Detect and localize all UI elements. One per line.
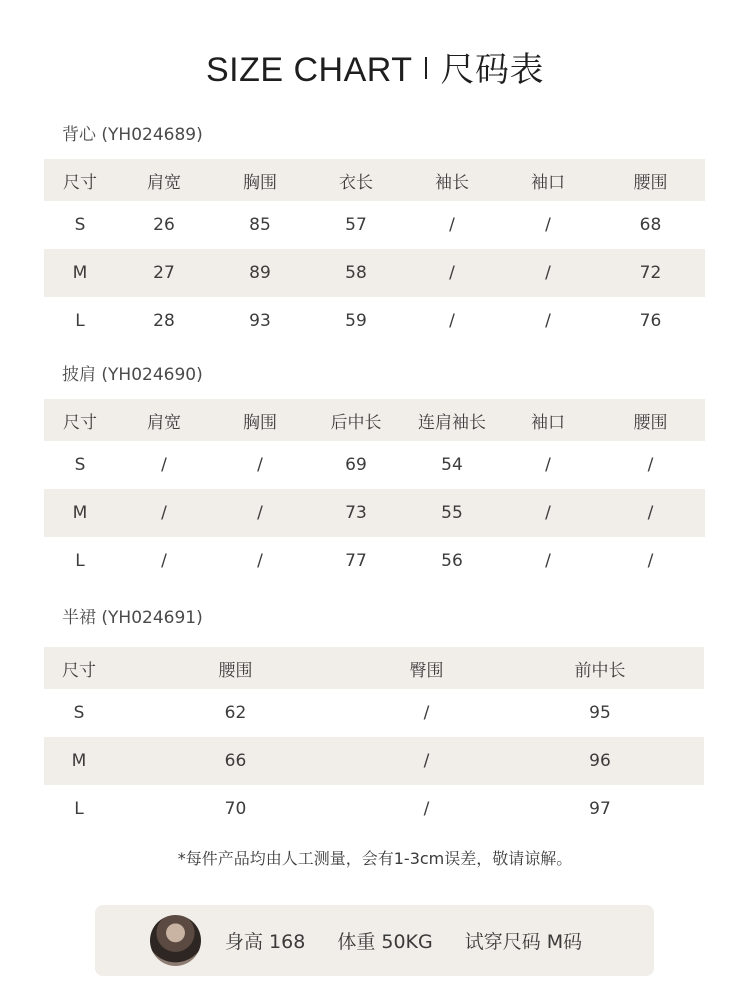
table-cell: 66	[114, 737, 357, 785]
model-height: 身高 168	[225, 931, 306, 953]
table-cell: /	[423, 799, 430, 819]
section-label-shawl: 披肩 (YH024690)	[62, 365, 203, 385]
table-cell: L	[75, 551, 85, 571]
header-cell: 袖口	[500, 159, 596, 201]
table-cell: /	[423, 703, 430, 723]
table-cell: /	[500, 249, 596, 297]
table-cell: /	[596, 489, 705, 537]
table-row	[44, 201, 705, 249]
table-cell: /	[212, 489, 308, 537]
table-cell: /	[449, 311, 455, 331]
table-cell: 89	[212, 249, 308, 297]
header-cell: 尺寸	[44, 159, 116, 201]
table-cell: /	[545, 311, 551, 331]
table-cell: /	[500, 489, 596, 537]
table-cell: /	[161, 455, 167, 475]
header-cell: 腰围	[596, 159, 705, 201]
table-cell: 97	[589, 799, 611, 819]
header-cell: 袖口	[500, 399, 596, 441]
table-cell: 28	[153, 311, 175, 331]
table-cell: 62	[224, 703, 247, 723]
title-english: SIZE CHART	[205, 51, 413, 89]
model-info-card	[95, 905, 654, 976]
table-header-row	[44, 159, 705, 201]
section-label-skirt: 半裙 (YH024691)	[62, 608, 203, 628]
table-cell: 76	[639, 311, 662, 331]
table-cell: 56	[441, 551, 463, 571]
table-cell: /	[161, 551, 167, 571]
table-cell: 95	[589, 703, 611, 723]
table-cell: 96	[496, 737, 704, 785]
table-cell: /	[449, 215, 455, 235]
table-cell: 73	[308, 489, 404, 537]
model-stats	[225, 905, 614, 976]
header-cell: 臀围	[357, 647, 496, 689]
table-cell: 72	[596, 249, 705, 297]
table-cell: 57	[345, 215, 367, 235]
header-cell: 连肩袖长	[404, 399, 500, 441]
table-cell: /	[647, 551, 654, 571]
header-cell: 腰围	[596, 399, 705, 441]
header-cell: 腰围	[114, 647, 357, 689]
table-cell: 85	[249, 215, 271, 235]
header-cell: 衣长	[308, 159, 404, 201]
table-cell: S	[74, 455, 86, 475]
table-cell: 26	[153, 215, 175, 235]
header-cell: 后中长	[308, 399, 404, 441]
table-cell: /	[116, 489, 212, 537]
size-table-vest	[44, 159, 705, 345]
table-row	[44, 489, 705, 537]
table-cell: M	[44, 737, 114, 785]
table-row	[44, 537, 705, 585]
table-cell: M	[44, 249, 116, 297]
table-row	[44, 441, 705, 489]
header-cell: 尺寸	[44, 647, 114, 689]
table-cell: /	[404, 249, 500, 297]
table-row	[44, 249, 705, 297]
measurement-note: *每件产品均由人工测量，会有1-3cm误差，敬请谅解。	[177, 849, 573, 868]
table-cell: 69	[345, 455, 367, 475]
table-header-row	[44, 647, 704, 689]
table-row	[44, 689, 704, 737]
table-cell: /	[257, 551, 263, 571]
table-cell: 55	[404, 489, 500, 537]
model-try-size: 试穿尺码 M码	[464, 931, 583, 953]
title-divider	[425, 57, 427, 79]
table-cell: 93	[249, 311, 271, 331]
table-cell: /	[545, 551, 551, 571]
table-cell: /	[545, 215, 551, 235]
size-table-skirt	[44, 647, 704, 833]
table-cell: 77	[345, 551, 367, 571]
header-cell: 胸围	[212, 399, 308, 441]
table-cell: 58	[308, 249, 404, 297]
page-title	[0, 42, 750, 91]
table-cell: S	[73, 703, 85, 723]
table-cell: 27	[116, 249, 212, 297]
table-row	[44, 737, 704, 785]
table-cell: 54	[441, 455, 463, 475]
table-row	[44, 785, 704, 833]
table-row	[44, 297, 705, 345]
table-cell: L	[75, 311, 85, 331]
title-chinese: 尺码表	[440, 51, 544, 89]
table-cell: 68	[639, 215, 662, 235]
table-cell: 70	[224, 799, 247, 819]
header-cell: 肩宽	[116, 159, 212, 201]
header-cell: 前中长	[496, 647, 704, 689]
table-cell: L	[74, 799, 84, 819]
table-cell: /	[545, 455, 551, 475]
table-cell: M	[44, 489, 116, 537]
table-cell: /	[647, 455, 654, 475]
size-table-shawl	[44, 399, 705, 585]
section-label-vest: 背心 (YH024689)	[62, 125, 203, 145]
header-cell: 肩宽	[116, 399, 212, 441]
table-cell: /	[357, 737, 496, 785]
table-header-row	[44, 399, 705, 441]
table-cell: 59	[345, 311, 367, 331]
table-cell: /	[257, 455, 263, 475]
header-cell: 袖长	[404, 159, 500, 201]
avatar	[150, 915, 201, 966]
header-cell: 尺寸	[44, 399, 116, 441]
header-cell: 胸围	[212, 159, 308, 201]
table-cell: S	[74, 215, 86, 235]
model-weight: 体重 50KG	[337, 931, 433, 953]
